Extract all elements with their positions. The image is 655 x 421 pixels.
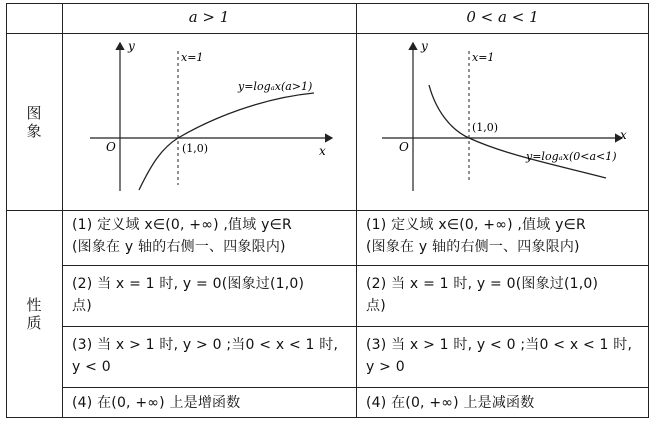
point-label: (1,0): [472, 121, 499, 134]
prop3-left-line1: (3) 当 x > 1 时, y > 0 ;当0 < x < 1 时,: [72, 337, 339, 353]
prop3-right-line2: y > 0: [366, 359, 405, 375]
row-divider-p1: [62, 265, 649, 266]
prop1-left-line1: (1) 定义域 x∈(0, +∞) ,值域 y∈R: [72, 217, 292, 233]
row-label-graph: 图象: [26, 104, 42, 140]
prop2-right-line1: (2) 当 x = 1 时, y = 0(图象过(1,0): [366, 276, 599, 292]
row-divider-p3: [62, 387, 649, 388]
prop2-left-line1: (2) 当 x = 1 时, y = 0(图象过(1,0): [72, 276, 305, 292]
row-divider-p2: [62, 326, 649, 327]
log-curve-decreasing: [429, 85, 606, 178]
prop3-left: [72, 334, 354, 378]
prop2-left: [72, 273, 354, 317]
prop1-right-line2: (图象在 y 轴的右侧一、四象限内): [366, 239, 580, 255]
x-axis-label: x: [319, 144, 326, 158]
prop1-left: [72, 214, 354, 258]
prop4-left: (4) 在(0, +∞) 上是增函数: [72, 395, 241, 411]
y-axis-label: y: [128, 39, 135, 53]
header-a-between-0-1: 0 < a < 1: [466, 8, 539, 26]
asymptote-label: x=1: [472, 51, 495, 64]
asymptote-label: x=1: [181, 51, 204, 64]
row-label-properties: 性质: [26, 296, 42, 332]
prop1-left-line2: (图象在 y 轴的右侧一、四象限内): [72, 239, 286, 255]
prop1-right-line1: (1) 定义域 x∈(0, +∞) ,值域 y∈R: [366, 217, 586, 233]
prop2-left-line2: 点): [72, 298, 92, 314]
log-curve-increasing: [139, 93, 314, 190]
prop1-right: [366, 214, 646, 258]
prop3-left-line2: y < 0: [72, 359, 111, 375]
point-label: (1,0): [182, 142, 209, 155]
origin-label: O: [106, 140, 116, 154]
curve-label: y=logₐx(a>1): [238, 80, 313, 93]
x-axis-label: x: [620, 128, 627, 142]
row-divider-graph: [6, 210, 649, 211]
graph-increasing-log: [62, 33, 356, 210]
curve-label: y=logₐx(0<a<1): [526, 150, 617, 163]
header-a-gt-1: a > 1: [188, 8, 230, 26]
graph-decreasing-log: [356, 33, 649, 210]
prop2-right: [366, 273, 646, 317]
origin-label: O: [399, 140, 409, 154]
prop3-right: [366, 334, 646, 378]
prop3-right-line1: (3) 当 x > 1 时, y < 0 ;当0 < x < 1 时,: [366, 337, 633, 353]
prop2-right-line2: 点): [366, 298, 386, 314]
prop4-right: (4) 在(0, +∞) 上是减函数: [366, 395, 535, 411]
y-axis-label: y: [421, 39, 428, 53]
